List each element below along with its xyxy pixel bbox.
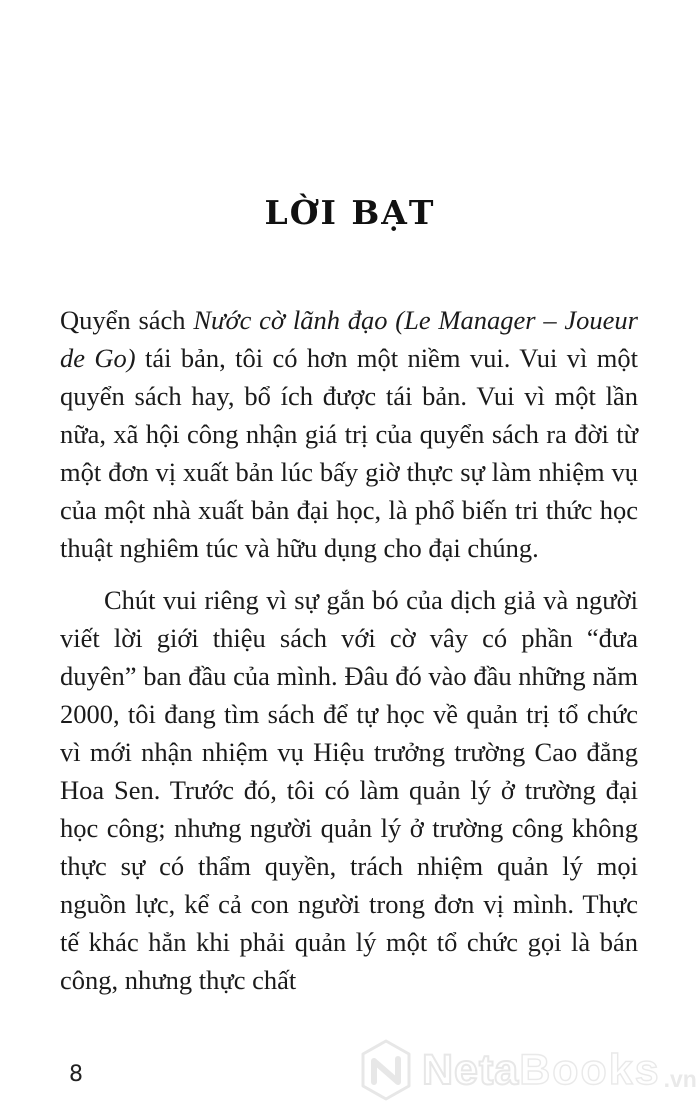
text-run: Quyển sách	[60, 305, 194, 335]
netabooks-watermark	[358, 1038, 697, 1102]
watermark-brand-second: Books	[519, 1045, 661, 1094]
page-number: 8	[69, 1062, 83, 1087]
text-run: tái bản, tôi có hơn một niềm vui. Vui vì một quyển sách hay, bổ ích được tái bản. Vui vì một lần nữa, xã hội công nhận giá trị của quyển sách ra đời từ một đơn vị xuất bản lúc bấy giờ thực sự làm nhiệm vụ của một nhà xuất bản đại học, là phổ biến tri thức học thuật nghiêm túc và hữu dụng cho đại chúng.	[60, 343, 638, 563]
text-run: Chút vui riêng vì sự gắn bó của dịch giả và người viết lời giới thiệu sách với cờ vây có phần “đưa duyên” ban đầu của mình. Đâu đó vào đầu những năm 2000, tôi đang tìm sách để tự học về quản trị tổ chức vì mới nhận nhiệm vụ Hiệu trưởng trường Cao đẳng Hoa Sen. Trước đó, tôi có làm quản lý ở trường đại học công; nhưng người quản lý ở trường công không thực sự có thẩm quyền, trách nhiệm quản lý mọi nguồn lực, kể cả con người trong đơn vị mình. Thực tế khác hẳn khi phải quản lý một tổ chức gọi là bán công, nhưng thực chất	[60, 585, 638, 995]
page-title: LỜI BẠT	[264, 193, 436, 232]
body-text	[60, 301, 638, 999]
watermark-brand-tld: .vn	[663, 1066, 697, 1092]
paragraph	[60, 301, 638, 567]
watermark-brand-first: Neta	[422, 1045, 520, 1094]
paragraph	[60, 581, 638, 999]
text-run-italic: Nước cờ lãnh đạo (Le Manager – Joueur de Go)	[60, 305, 638, 373]
hexagon-n-logo-icon	[358, 1038, 414, 1102]
